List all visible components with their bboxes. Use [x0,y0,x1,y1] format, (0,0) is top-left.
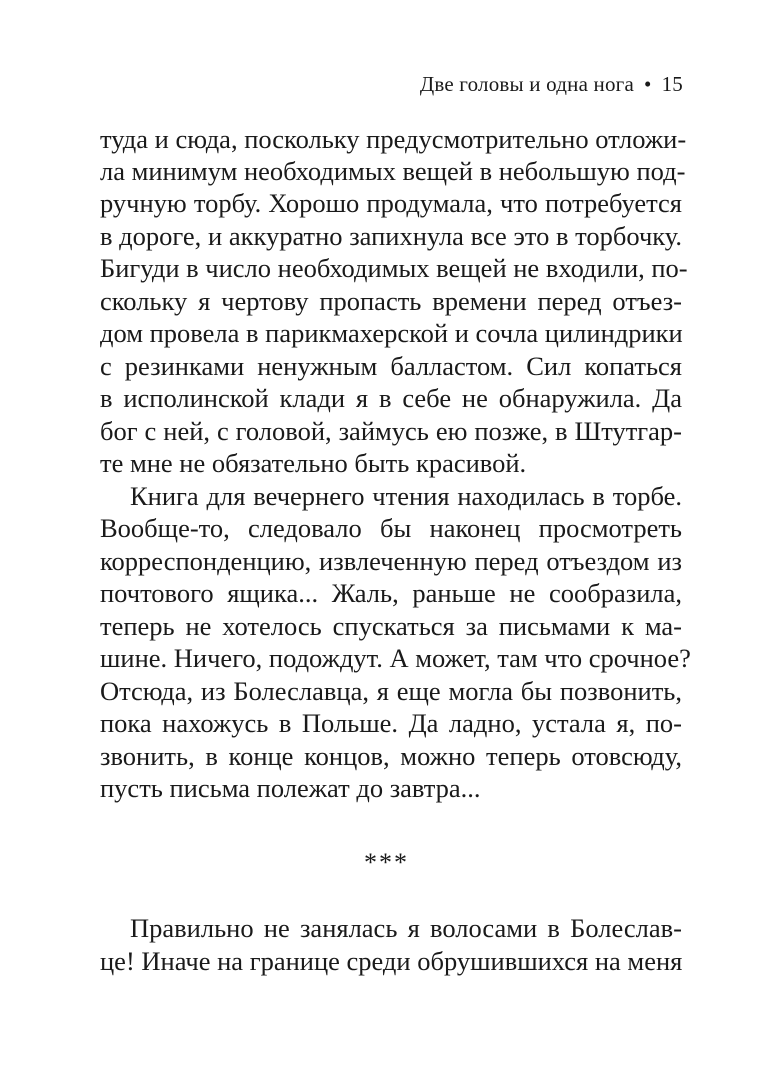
text-line: в исполинской клади я в себе не обнаружила. Да [100,383,682,413]
text-line: Правильно не занялась я волосами в Болеслав- [130,913,682,943]
text-line: звонить, в конце концов, можно теперь отовсюду, [100,741,682,771]
header-bullet: • [644,72,652,96]
text-line: ручную торбу. Хорошо продумала, что потребуется [100,188,682,218]
text-line: корреспонденцию, извлеченную перед отъездом из [100,546,682,576]
running-header [420,72,683,97]
text-line: с резинками ненужным балластом. Сил копаться [100,351,682,381]
text-line: туда и сюда, поскольку предусмотрительно отложи- [100,124,687,154]
text-line: Вообще-то, следовало бы наконец просмотреть [100,513,682,543]
text-line: Бигуди в число необходимых вещей не входили, по- [100,253,688,283]
text-line: шине. Ничего, подождут. А может, там что срочное? [100,643,691,673]
text-line: бог с ней, с головой, займусь ею позже, в Штутгар- [100,416,682,446]
header-title: Две головы и одна нога [419,72,635,96]
text-line: пока нахожусь в Польше. Да ладно, устала я, по- [100,708,682,738]
text-line: це! Иначе на границе среди обрушившихся на меня [100,946,683,976]
text-line: скольку я чертову пропасть времени перед отъез- [100,286,682,316]
text-line: те мне не обязательно быть красивой. [100,448,527,478]
section-separator: *** [364,848,409,877]
text-line: в дороге, и аккуратно запихнула все это в торбочку. [100,221,682,251]
page-number: 15 [661,72,683,96]
text-line: Книга для вечернего чтения находилась в торбе. [130,481,682,511]
text-line: теперь не хотелось спускаться за письмами к ма- [100,611,682,641]
text-line: Отсюда, из Болеславца, я еще могла бы позвонить, [100,676,682,706]
text-line: пусть письма полежат до завтра... [100,773,481,803]
text-line: дом провела в парикмахерской и сочла цилиндрики [100,318,683,348]
text-line: ла минимум необходимых вещей в небольшую под- [100,156,686,186]
text-line: почтового ящика... Жаль, раньше не сообразила, [100,578,682,608]
